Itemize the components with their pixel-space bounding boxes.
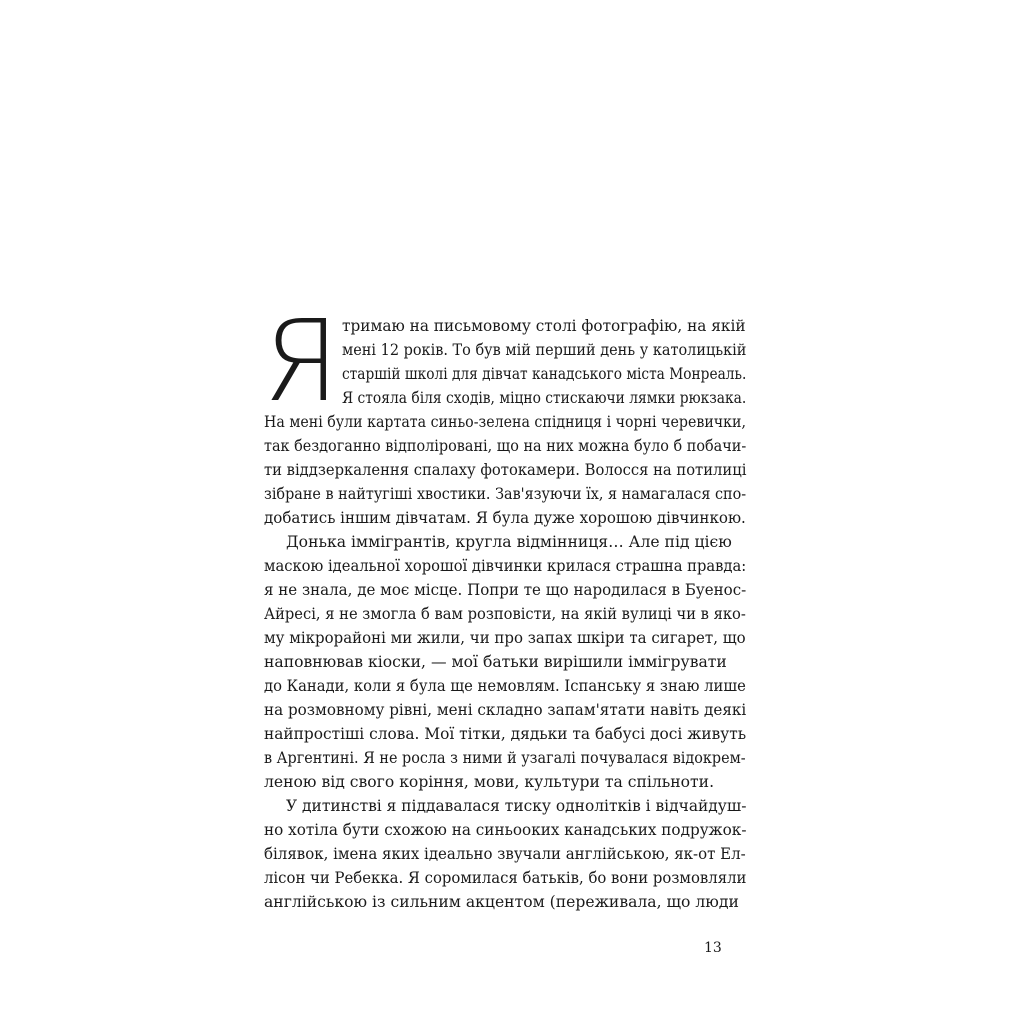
text-line: На мені були картата синьо-зелена спідниця і чорні черевички, [264,413,746,431]
text-line: я не знала, де моє місце. Попри те що народилася в Буенос- [264,581,747,599]
text-line: білявок, імена яких ідеально звучали англійською, як-от Ел- [264,845,746,863]
text-line: на розмовному рівні, мені складно запам'ятати навіть деякі [264,701,747,719]
text-line: леною від свого коріння, мови, культури та спільноти. [264,773,715,791]
text-line: маскою ідеальної хорошої дівчинки крилася страшна правда: [264,557,747,575]
text-line: так бездоганно відполіровані, що на них можна було б побачи- [264,437,747,455]
text-line: но хотіла бути схожою на синьооких канадських подружок- [264,821,747,839]
text-line: му мікрорайоні ми жили, чи про запах шкіри та сигарет, що [264,629,746,647]
text-line: Я стояла біля сходів, міцно стискаючи лямки рюкзака. [342,389,747,407]
drop-cap: Я [262,297,340,427]
text-line: в Аргентині. Я не росла з ними й узагалі почувалася відокрем- [264,749,746,767]
text-line: найпростіші слова. Мої тітки, дядьки та бабусі досі живуть [264,725,747,743]
text-line: лісон чи Ребекка. Я соромилася батьків, бо вони розмовляли [264,869,747,887]
text-line: наповнював кіоски, — мої батьки вирішили іммігрувати [264,653,727,671]
page-number: 13 [704,940,722,956]
text-line: ти віддзеркалення спалаху фотокамери. Волосся на потилиці [264,461,747,479]
text-line: У дитинстві я піддавалася тиску однолітків і відчайдуш- [286,797,747,815]
text-line: Донька іммігрантів, кругла відмінниця… Але під цією [286,533,732,551]
text-line: зібране в найтугіші хвостики. Зав'язуючи їх, я намагалася спо- [264,485,747,503]
text-line: добатись іншим дівчатам. Я була дуже хорошою дівчинкою. [264,509,746,527]
text-line: до Канади, коли я була ще немовлям. Іспанську я знаю лише [264,677,746,695]
text-line: мені 12 років. То був мій перший день у католицькій [342,341,747,359]
text-line: Айресі, я не змогла б вам розповісти, на якій вулиці чи в яко- [264,605,746,623]
text-line: старшій школі для дівчат канадського міста Монреаль. [342,365,747,383]
text-line: англійською із сильним акцентом (переживала, що люди [264,893,739,911]
text-line: тримаю на письмовому столі фотографію, на якій [342,317,746,335]
